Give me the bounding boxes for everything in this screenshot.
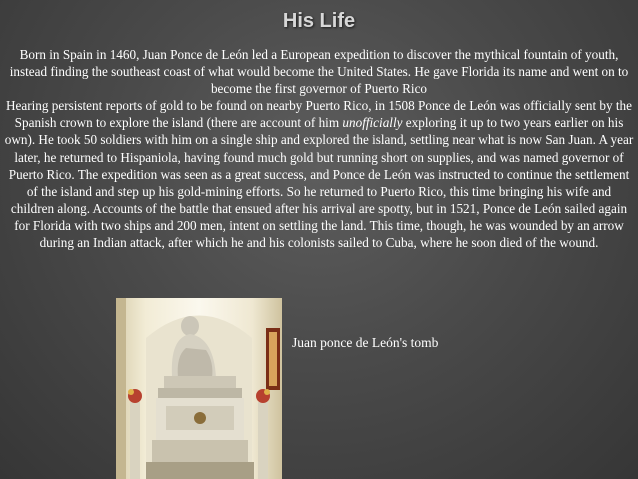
paragraph-life-end: exploring it up to two years earlier on his own). He took 50 soldiers with him on a single ship and explored the island, settling near what is now San Juan. A year later, he returned to Hispaniola, having found much gold but running short on supplies, and was named governor of Puerto Rico. The expedition was seen as a great success, and Ponce de León was instructed to continue the settlement of the island and step up his gold-mining efforts. So he returned to Puerto Rico, this time bringing his wife and children along. Accounts of the battle that ensued after his arrival are spotty, but in 1521, Ponce de León sailed again for Florida with two ships and 200 men, intent on settling the land. This time, though, he was wounded by an arrow during an Indian attack, after which he and his colonists sailed to Cuba, where he soon died of the wound.: [4, 115, 634, 251]
statue-drapery: [178, 348, 213, 378]
left-wall-shadow: [116, 298, 126, 479]
slide-body: [4, 46, 634, 251]
slide-title: His Life: [282, 10, 356, 32]
left-flower-accent: [128, 389, 134, 395]
tomb-step: [146, 462, 254, 479]
coat-of-arms: [194, 412, 206, 424]
tomb-base: [152, 440, 248, 462]
tomb-photo: [116, 298, 282, 479]
plinth-top: [164, 376, 236, 388]
plinth-molding: [158, 388, 242, 398]
right-column: [258, 402, 268, 479]
paragraph-intro: Born in Spain in 1460, Juan Ponce de León led a European expedition to discover the mythical fountain of youth, instead finding the southeast coast of what would become the United States. He gave Florida its name and went on to become the first governor of Puerto Rico: [9, 47, 629, 97]
paragraph-life-start: Hearing persistent reports of gold to be found on nearby Puerto Rico, in 1508 Ponce de León was officially sent by the Spanish crown to explore the island (there are account of him: [5, 98, 633, 131]
right-flower-accent: [264, 389, 270, 395]
tomb-illustration: [116, 298, 282, 479]
left-column: [130, 402, 140, 479]
paragraph-life-italic: unofficially: [342, 115, 403, 131]
photo-caption: Juan ponce de León's tomb: [292, 335, 439, 350]
paragraph-life: [4, 97, 634, 251]
window-glass: [269, 332, 277, 386]
statue-head: [181, 316, 199, 336]
